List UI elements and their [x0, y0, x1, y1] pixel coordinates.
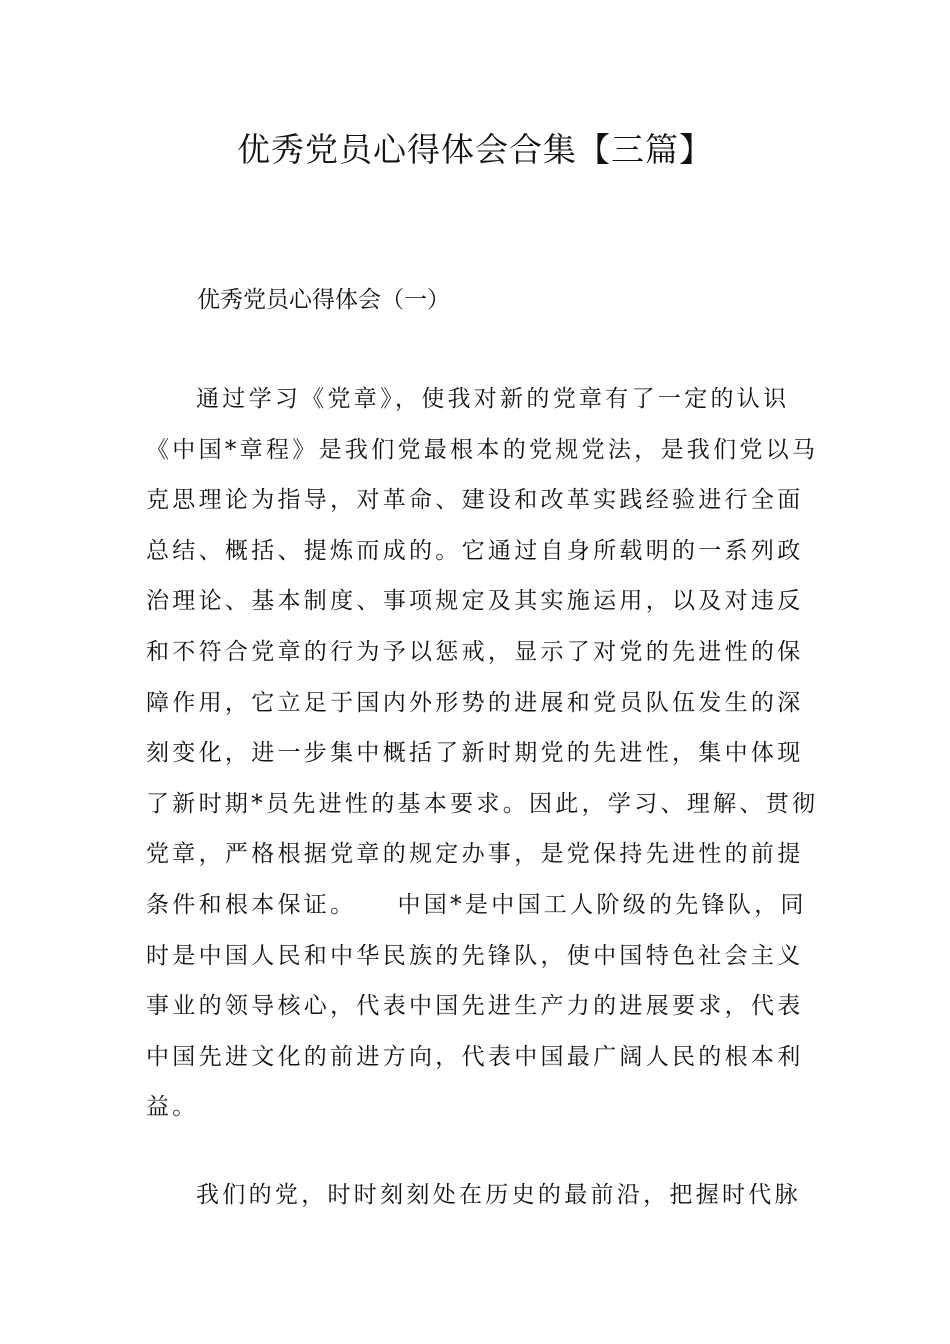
- paragraph-1: [146, 374, 819, 1133]
- paragraph-line: 和不符合党章的行为予以惩戒，显示了对党的先进性的保: [146, 638, 804, 665]
- paragraph-line: 《中国*章程》是我们党最根本的党规党法，是我们党以马: [146, 436, 819, 463]
- paragraph-line: 通过学习《党章》，使我对新的党章有了一定的认识: [196, 386, 790, 412]
- paragraph-line: 刻变化，进一步集中概括了新时期党的先进性，集中体现: [146, 740, 804, 767]
- paragraph-line: 中国先进文化的前进方向，代表中国最广阔人民的根本利: [146, 1043, 804, 1070]
- paragraph-line: 了新时期*员先进性的基本要求。因此，学习、理解、贯彻: [146, 790, 819, 817]
- paragraph-line: 益。: [146, 1094, 199, 1121]
- paragraph-line: 党章，严格根据党章的规定办事，是党保持先进性的前提: [146, 841, 804, 868]
- section-heading: 优秀党员心得体会（一）: [197, 287, 450, 313]
- paragraph-line: 治理论、基本制度、事项规定及其实施运用，以及对违反: [146, 588, 804, 615]
- paragraph-line: 事业的领导核心，代表中国先进生产力的进展要求，代表: [146, 993, 804, 1020]
- paragraph-line: 我们的党，时时刻刻处在历史的最前沿，把握时代脉: [196, 1182, 801, 1208]
- paragraph-line: 时是中国人民和中华民族的先锋队，使中国特色社会主义: [146, 942, 804, 969]
- paragraph-line: 条件和根本保证。 中国*是中国工人阶级的先锋队，同: [146, 891, 807, 918]
- document-title: 优秀党员心得体会合集【三篇】: [237, 130, 713, 169]
- paragraph-line: 总结、概括、提炼而成的。它通过自身所载明的一系列政: [146, 537, 804, 564]
- paragraph-2: [146, 1170, 806, 1221]
- paragraph-line: 障作用，它立足于国内外形势的进展和党员队伍发生的深: [146, 689, 804, 716]
- paragraph-line: 克思理论为指导，对革命、建设和改革实践经验进行全面: [146, 487, 804, 514]
